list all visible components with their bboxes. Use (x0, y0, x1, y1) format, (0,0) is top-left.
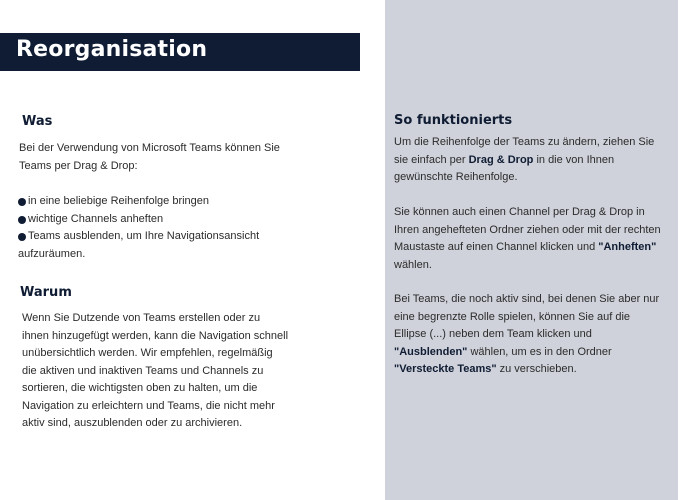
was-intro-text: Bei der Verwendung von Microsoft Teams können Sie Teams per Drag & Drop: (19, 142, 280, 172)
was-bullet-list (18, 193, 278, 263)
instruction-paragraph-3: Bei Teams, die noch aktiv sind, bei denen Sie aber nur eine begrenzte Rolle spielen, können Sie auf die Ellipse (...) neben dem Team klicken und "Ausblenden" wählen, um es in den Ordner "Versteckte Teams" zu verschieben. (394, 293, 660, 375)
bullet-item: Teams ausblenden, um Ihre Navigationsansicht (18, 228, 278, 246)
was-heading: Was (22, 114, 53, 129)
so-funktionierts-heading: So funktionierts (394, 113, 513, 128)
bullet-dot-icon (18, 198, 26, 206)
page-title: Reorganisation (16, 37, 208, 62)
bullet-continuation: aufzuräumen. (18, 247, 86, 260)
warum-text: Wenn Sie Dutzende von Teams erstellen oder zu ihnen hinzugefügt werden, kann die Navigation schnell unübersichtlich werden. Wir empfehlen, regelmäßig die aktiven und inaktiven Teams und Channels zu sortieren, die wichtigsten oben zu halten, um die Navigation zu erleichtern und Teams, die nicht mehr aktiv sind, auszublenden oder zu archivieren. (22, 312, 289, 429)
title-banner (0, 33, 360, 71)
bullet-item: in eine beliebige Reihenfolge bringen (18, 193, 278, 211)
bullet-item: wichtige Channels anheften (18, 211, 278, 229)
instruction-paragraph-2: Sie können auch einen Channel per Drag & Drop in Ihren angehefteten Ordner ziehen oder mit der rechten Maustaste auf einen Channel klicken und "Anheften" wählen. (394, 206, 661, 271)
warum-heading: Warum (20, 285, 72, 300)
bullet-dot-icon (18, 233, 26, 241)
instruction-paragraph-1: Um die Reihenfolge der Teams zu ändern, ziehen Sie sie einfach per Drag & Drop in die von Ihnen gewünschte Reihenfolge. (394, 136, 655, 183)
bullet-dot-icon (18, 216, 26, 224)
